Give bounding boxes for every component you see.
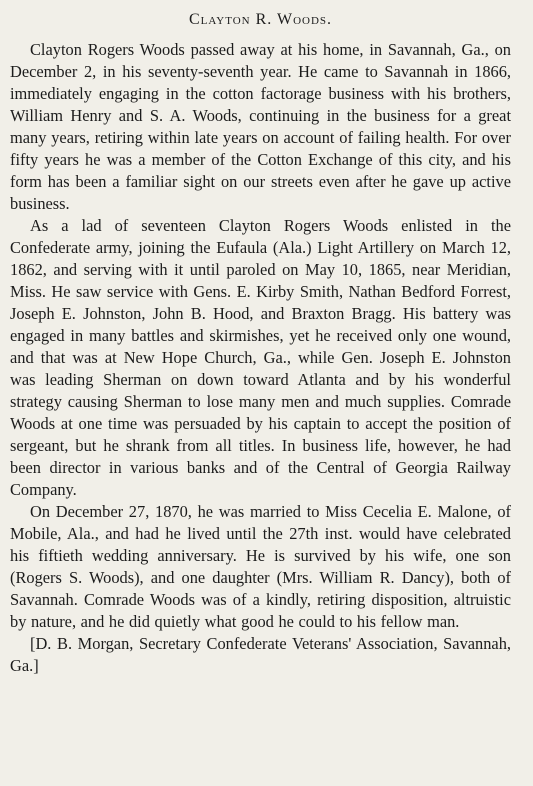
- paragraph-military-service: As a lad of seventeen Clayton Rogers Woods enlisted in the Confederate army, joining the Eufaula (Ala.) Light Artillery on March 12, 1862, and serving with it until paroled on May 10, 1865, near Meridian, Miss. He saw service with Gens. E. Kirby Smith, Nathan Bedford Forrest, Joseph E. Johnston, John B. Hood, and Braxton Bragg. His battery was engaged in many battles and skirmishes, yet he received only one wound, and that was at New Hope Church, Ga., while Gen. Joseph E. Johnston was leading Sherman on down toward Atlanta and by his wonderful strategy causing Sherman to lose many men and much supplies. Comrade Woods at one time was persuaded by his captain to accept the position of sergeant, but he shrank from all titles. In business life, however, he had been director in various banks and of the Central of Georgia Railway Company.: [10, 216, 511, 499]
- paragraph-family: On December 27, 1870, he was married to Miss Cecelia E. Malone, of Mobile, Ala., and had he lived until the 27th inst. would have celebrated his fiftieth wedding anniversary. He is survived by his wife, one son (Rogers S. Woods), and one daughter (Mrs. William R. Dancy), both of Savannah. Comrade Woods was of a kindly, retiring disposition, altruistic by nature, and he did quietly what good he could to his fellow man.: [10, 502, 511, 631]
- paragraph-obituary-intro: Clayton Rogers Woods passed away at his home, in Savannah, Ga., on December 2, in his seventy-seventh year. He came to Savannah in 1866, immediately engaging in the cotton factorage business with his brothers, William Henry and S. A. Woods, continuing in the business for a great many years, retiring within late years on account of failing health. For over fifty years he was a member of the Cotton Exchange of this city, and his form has been a familiar sight on our streets even after he gave up active business.: [10, 40, 511, 213]
- article-title: Clayton R. Woods.: [188, 11, 333, 28]
- paragraph-attribution: [D. B. Morgan, Secretary Confederate Veterans' Association, Savannah, Ga.]: [10, 634, 511, 675]
